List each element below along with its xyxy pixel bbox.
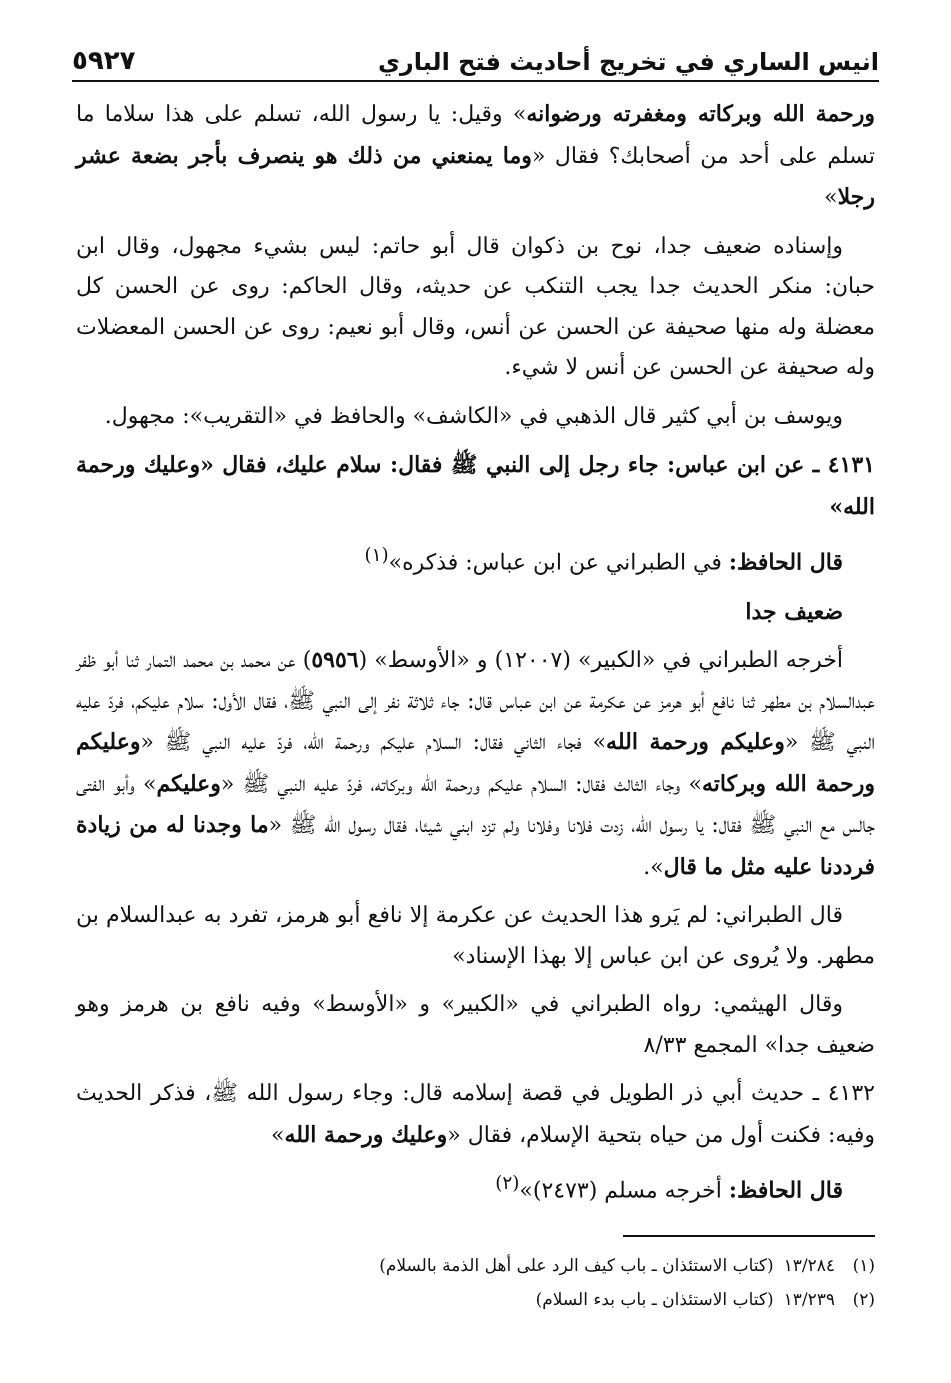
text-run: في الطبراني عن ابن عباس: فذكره» [388,550,729,576]
footnote-item [76,1283,875,1317]
text-run: » [824,185,838,210]
text-run: » وقيل: يا رسول الله، تسلم على هذا سلاما ما تسلم على أحد من أصحابك؟ فقال « [76,102,875,169]
number-bold: ٥٩٥٦ [311,647,359,674]
text-run: » [829,493,844,520]
running-header [72,36,879,82]
text-run: أخرجه مسلم (٢٤٧٣)» [519,1178,729,1204]
text-run: ٤١٣٢ ـ حديث أبي ذر الطويل في قصة إسلامه قال: وجاء رسول الله ﷺ، فذكر الحديث وفيه: فكنت أول من حياه بتحية الإسلام، فقال « [76,1081,875,1148]
footnotes [76,1235,875,1317]
paragraph-tabarani: قال الطبراني: لم يَرو هذا الحديث عن عكرمة إلا نافع أبو هرمز، تفرد به عبدالسلام بن مطهر. ولا يُروى عن ابن عباس إلا بهذا الإسناد» [76,903,875,969]
footnote-number: (١) [852,1256,875,1276]
text-run: ) عن محمد بن محمد التمار ثنا أبو ظفر عبدالسلام بن مطهر ثنا نافع أبو هرمز عن عكرمة عن ابن عباس قال: جاء ثلاثة نفر إلى النبي ﷺ، فقال الأول: سلام عليكم، فردّ عليه النبي ﷺ « [76,648,875,756]
quote-bold: وعليكم ورحمة الله وبركاته [76,729,875,797]
main-text [76,94,875,1220]
hadith-4132 [76,1074,875,1156]
text-run: » وأبو الفتى جالس مع النبي ﷺ فقال: يا رسول الله، زدت فلانا وفلانا ولم تزد ابني شيئا، فقال رسول الله ﷺ « [76,771,875,839]
hafiz-label: قال الحافظ: [728,549,843,576]
header-title: انيس الساري في تخريج أحاديث فتح الباري [377,48,879,76]
footnote-reference: ١٣/٢٨٤ [783,1256,835,1276]
text-run: ». [643,854,664,880]
paragraph-isnad: وإسناده ضعيف جدا، نوح بن ذكوان قال أبو حاتم: ليس بشيء مجهول، وقال ابن حبان: منكر الحديث جدا يجب التنكب عن حديثه، وقال الحاكم: روى عن الحسن كل معضلة وله منها صحيفة عن الحسن عن أنس، وقال أبو نعيم: روى عن الحسن المعضلات وله صحيفة عن الحسن عن أنس لا شيء. [76,233,875,380]
text-run: » وجاء الثالث فقال: السلام عليكم ورحمة الله وبركاته، فردّ عليه النبي ﷺ « [220,771,702,797]
footnote-number: (٢) [852,1290,875,1310]
quote-bold: وعليك ورحمة الله [76,452,875,520]
paragraph-continuation [76,94,875,219]
quote-bold: ورحمة الله وبركاته ومغفرته ورضوانه [526,101,875,127]
footnote-item [76,1249,875,1283]
footnote-marker: (٢) [495,1173,520,1195]
page-number: ٥٩٢٧ [72,46,136,76]
footnote-text: (كتاب الاستئذان ـ باب كيف الرد على أهل الذمة بالسلام) [379,1256,774,1276]
hafiz-label: قال الحافظ: [728,1177,843,1204]
quote-bold: ما وجدنا له من زيادة فرددنا عليه مثل ما قال [76,812,875,880]
hadith-number-text: ٤١٣١ ـ عن ابن عباس: جاء رجل إلى النبي ﷺ فقال: سلام عليك، فقال « [200,452,875,478]
footnote-marker: (١) [364,545,389,566]
quote-bold: وعليكم ورحمة الله [606,729,785,756]
quote-bold: وعليكم [156,770,221,797]
footnote-divider [623,1235,875,1237]
grade-heading: ضعيف جدا [745,598,843,625]
text-run: » فجاء الثاني فقال: السلام عليكم ورحمة الله، فردّ عليه النبي ﷺ « [140,730,607,756]
quote-bold: وما يمنعني من ذلك هو ينصرف بأجر بضعة عشر رجلا [76,142,875,210]
paragraph-takhrij [76,640,875,888]
paragraph-haythami: وقال الهيثمي: رواه الطبراني في «الكبير» و «الأوسط» وفيه نافع بن هرمز وهو ضعيف جدا» المجمع ٨/٣٣ [76,992,875,1058]
hafiz-statement-1 [76,536,875,584]
footnote-reference: ١٣/٢٣٩ [783,1290,835,1310]
quote-bold: وعليك ورحمة الله [284,1121,448,1148]
text-run: » [271,1122,285,1148]
text-run: أخرجه الطبراني في «الكبير» (١٢٠٠٧) و «الأوسط» ( [358,648,843,674]
hadith-4131 [76,445,875,528]
paragraph-yusuf: ويوسف بن أبي كثير قال الذهبي في «الكاشف» والحافظ في «التقريب»: مجهول. [104,403,843,429]
footnote-text: (كتاب الاستئذان ـ باب بدء السلام) [535,1290,774,1310]
hafiz-statement-2 [76,1164,875,1212]
